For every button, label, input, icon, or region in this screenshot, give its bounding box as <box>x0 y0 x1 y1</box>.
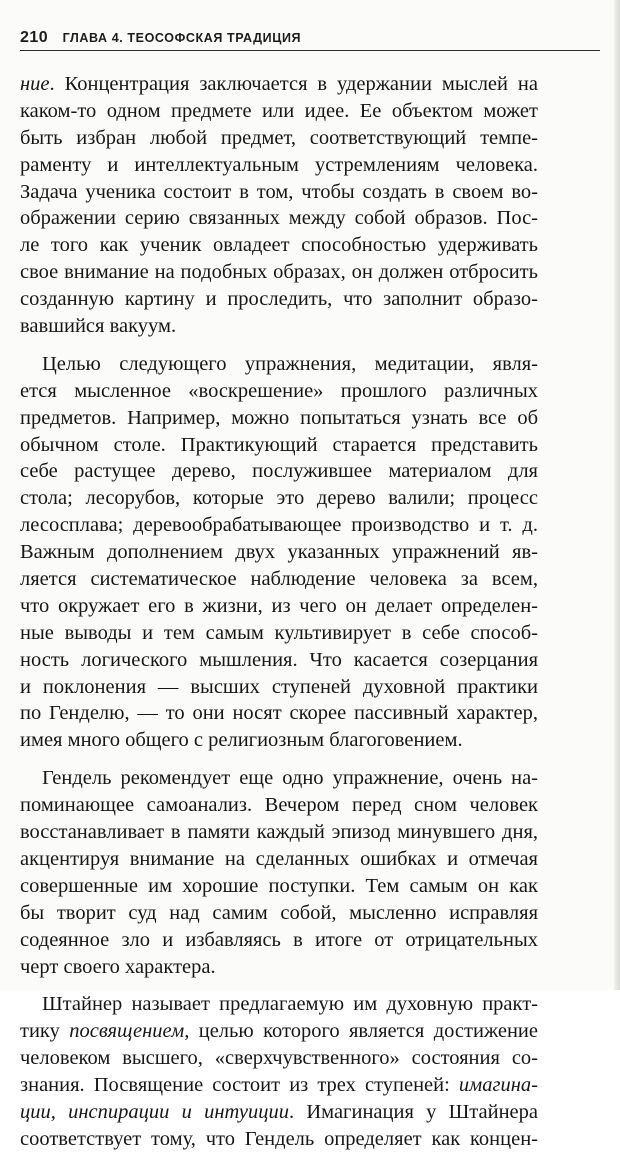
text-line: себе растущее дерево, послужившее материалом для <box>20 460 538 483</box>
body-text <box>20 71 538 1153</box>
paragraph-3 <box>20 765 538 980</box>
text-line: черт своего характера. <box>20 955 216 978</box>
text-line: ле того как ученик овладеет способностью удерживать <box>20 234 538 257</box>
text-line: ные выводы и тем самым культивирует в себе способ- <box>20 621 538 644</box>
text-line: Штайнер называет предлагаемую им духовную практ- <box>42 993 538 1016</box>
text-line: Гендель рекомендует еще одно упражнение, очень на- <box>42 767 538 790</box>
text-line: быть избран любой предмет, соответствующий темпе- <box>20 126 538 149</box>
text-line: обычном столе. Практикующий старается представить <box>20 433 538 456</box>
text-line: ображении серию связанных между собой образов. Пос- <box>20 207 538 230</box>
paragraph-4 <box>20 991 538 1152</box>
page-number: 210 <box>20 29 49 46</box>
text-line: имея много общего с религиозным благоговением. <box>20 729 463 752</box>
text-line: раменту и интеллектуальным устремлениям человека. <box>20 153 538 176</box>
text-line: свое внимание на подобных образах, он должен отбросить <box>20 261 538 284</box>
text-line: каком-то одном предмете или идее. Ее объектом может <box>20 99 538 122</box>
page-edge-shadow <box>614 0 620 990</box>
text-line: ность логического мышления. Что касается созерцания <box>20 648 538 671</box>
text-line: ние. Концентрация заключается в удержании мыслей на <box>20 73 538 95</box>
header-rule <box>20 50 600 51</box>
text-line: вавшийся вакуум. <box>20 315 177 338</box>
text-line: совершенные им хорошие поступки. Тем самым он как <box>20 874 538 897</box>
text-line: Важным дополнением двух указанных упражнений яв- <box>20 541 538 564</box>
text-line: восстанавливает в памяти каждый эпизод минувшего дня, <box>20 821 538 844</box>
text-line: акцентируя внимание на сделанных ошибках и отмечая <box>20 847 538 870</box>
text-line: предметов. Например, можно попытаться узнать все об <box>20 406 538 429</box>
text-line: ется мысленное «воскрешение» прошлого различных <box>20 379 538 402</box>
paragraph-2 <box>20 351 538 754</box>
text-line: поминающее самоанализ. Вечером перед сном человек <box>20 794 538 817</box>
text-line: ции, инспирации и интуиции. Имагинация у Штайнера <box>20 1100 538 1123</box>
text-line: тику посвящением, целью которого является достижение <box>20 1020 538 1043</box>
text-line: бы творит суд над самим собой, мысленно исправляя <box>20 901 538 924</box>
text-line: Задача ученика состоит в том, чтобы создать в своем во- <box>20 180 538 203</box>
text-line: и поклонения — высших ступеней духовной практики <box>20 675 538 698</box>
text-line: ляется систематическое наблюдение человека за всем, <box>20 568 538 591</box>
chapter-title: ГЛАВА 4. ТЕОСОФСКАЯ ТРАДИЦИЯ <box>62 31 302 45</box>
text-line: лесосплава; деревообрабатывающее производство и т. д. <box>20 514 538 537</box>
text-line: стола; лесорубов, которые это дерево валили; процесс <box>20 487 538 510</box>
text-line: человеком высшего, «сверхчувственного» состояния со- <box>20 1047 538 1070</box>
text-line: что окружает его в жизни, из чего он делает определен- <box>20 594 538 617</box>
text-line: по Генделю, — то они носят скорее пассивный характер, <box>20 702 538 725</box>
text-line: знания. Посвящение состоит из трех ступеней: имагина- <box>20 1074 538 1097</box>
text-line: содеянное зло и избавляясь в итоге от отрицательных <box>20 928 538 951</box>
text-line: созданную картину и проследить, что заполнит образо- <box>20 288 538 311</box>
paragraph-1 <box>20 71 538 340</box>
text-line: Целью следующего упражнения, медитации, явля- <box>42 352 538 375</box>
text-line: соответствует тому, что Гендель определяет как концен- <box>20 1127 538 1150</box>
